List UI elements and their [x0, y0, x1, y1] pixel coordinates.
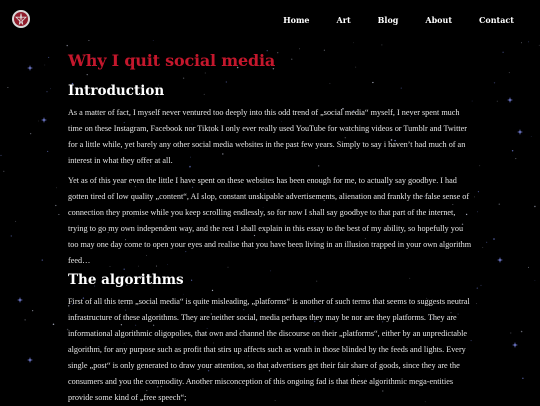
nav-link-art[interactable]: Art — [336, 15, 351, 25]
pentagram-icon — [14, 12, 28, 26]
nav-link-about[interactable]: About — [425, 15, 453, 25]
nav-links — [256, 15, 514, 25]
nav-link-contact[interactable]: Contact — [479, 15, 514, 25]
nav-link-home[interactable]: Home — [283, 15, 310, 25]
site-logo[interactable] — [12, 10, 30, 28]
paragraph-intro-1: As a matter of fact, I myself never ventured too deeply into this odd trend of „social media“ myself, I never spent much time on these Instagram, Facebook nor Tiktok I only ever really used YouTube for watching videos or Tumblr and Twitter for a little while, yet barely any other social media websites in the past few years. Simply to say i haven’t had much of an interest in what they offer at all. — [68, 108, 467, 165]
section-heading-algorithms: The algorithms — [68, 272, 184, 288]
nav-link-blog[interactable]: Blog — [377, 15, 399, 25]
section-heading-introduction: Introduction — [68, 83, 165, 99]
paragraph-intro-2: Yet as of this year even the little I have spent on these websites has been enough for me, to actually say goodbye. I had gotten tired of low quality „content“, AI slop, constant unskipable advertisements, alienation and frankly the false sense of connection they promise while you keep scrolling endlessly, so for now I shall say goodbye to that part of the internet, trying to go my own independent way, and the rest I shall explain in this essay to the best of my ability, so hopefully you too may one day come to open your eyes and realise that you have been living in an illusion trapped in your own algorithm feed… — [68, 176, 472, 265]
article-title: Why I quit social media — [68, 51, 276, 70]
main-content — [0, 40, 540, 405]
paragraph-algorithms-1: First of all this term „social media“ is quite misleading, „platforms“ is another of such terms that seems to suggests neutral infrastructure of these algorithms. They are neither social, media perhaps they may be nor are they platforms. They are informational algorithmic oligopolies, that own and channel the discourse on their „platforms“, either by an unpredictable algorithm, for any purpose such as profit that stirs up affects such as wrath in those blinded by the feeds and lights. Every single „post“ is only generated to draw your attention, so that advertisers get their fair share of goods, since they are the consumers and you the commodity. Another misconception of this ongoing fad is that these algorithmic mega-entities provide some kind of „free speech“; — [68, 297, 470, 402]
top-navigation-bar — [0, 0, 540, 40]
